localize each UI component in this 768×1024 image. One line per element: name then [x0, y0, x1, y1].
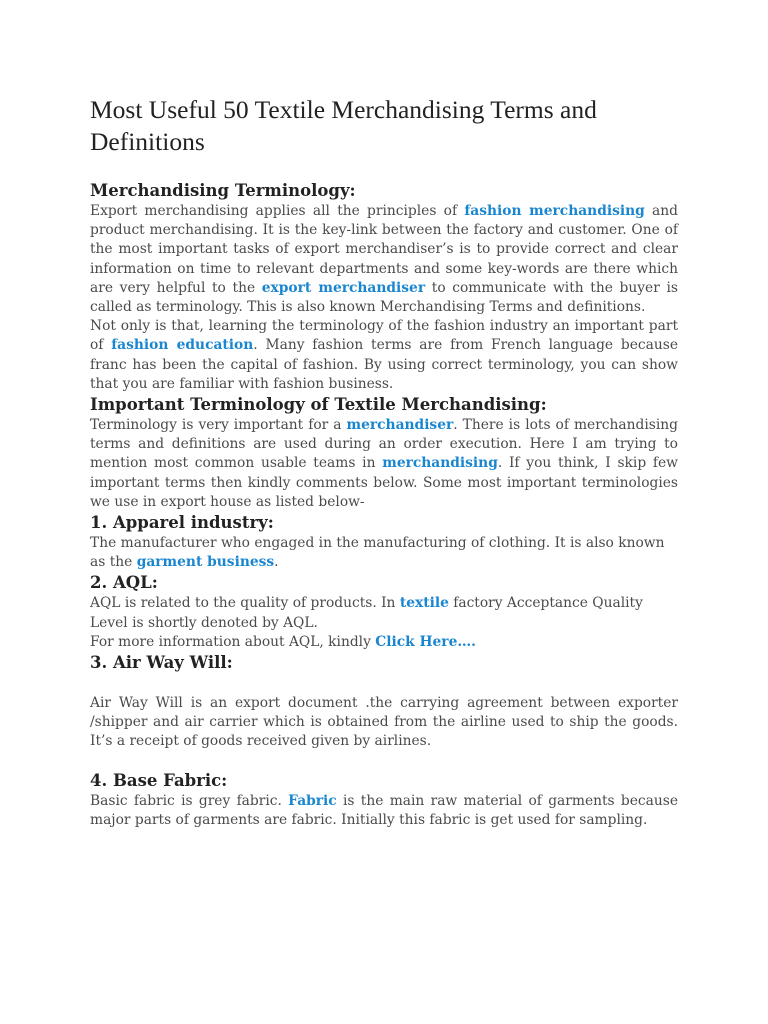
text: is the main raw material of garments because major parts of garments are fabric. Initially this fabric is get used for sampling. [90, 792, 678, 828]
heading-apparel-industry: 1. Apparel industry: [90, 513, 274, 533]
paragraph-export-merchandising [90, 202, 678, 317]
link-click-here[interactable]: Click Here…. [375, 633, 476, 650]
link-merchandiser[interactable]: merchandiser [346, 417, 454, 434]
spacer [90, 674, 678, 694]
paragraph-terminology-important [90, 416, 678, 512]
link-fashion-merchandising[interactable]: fashion merchandising [464, 203, 645, 219]
page-title: Most Useful 50 Textile Merchandising Terms and Definitions [90, 95, 597, 156]
text: For more information about AQL, kindly [90, 633, 376, 650]
text: to communicate with the buyer is called as terminology. This is also known Merchandising Terms and definitions. [90, 279, 678, 316]
link-garment-business[interactable]: garment business [136, 554, 275, 571]
paragraph-fashion-education [90, 317, 678, 394]
paragraph-air-way-will: Air Way Will is an export document .the carrying agreement between exporter /shipper and air carrier which is obtained from the airline used to ship the goods. It’s a receipt of goods received given by airlines. [90, 695, 678, 750]
paragraph-aql-more-info [90, 633, 678, 652]
link-textile[interactable]: textile [399, 595, 449, 612]
text: . Many fashion terms are from French language because franc has been the capital of fashion. By using correct terminology, you can show that you are familiar with fashion business. [90, 337, 678, 392]
heading-air-way-will: 3. Air Way Will: [90, 653, 233, 673]
text: factory Acceptance Quality Level is shortly denoted by AQL. [90, 595, 643, 631]
heading-base-fabric: 4. Base Fabric: [90, 770, 228, 790]
text: Not only is that, learning the terminology of the fashion industry an important part of [90, 318, 678, 354]
heading-merchandising-terminology: Merchandising Terminology: [90, 181, 356, 200]
text: . There is lots of merchandising terms and definitions are used during an order execution. Here I am trying to mention most common usable teams in [90, 417, 678, 472]
link-export-merchandiser[interactable]: export merchandiser [261, 279, 426, 296]
text: . [274, 554, 279, 571]
text: Terminology is very important for a [90, 417, 347, 434]
paragraph-base-fabric [90, 792, 678, 830]
text: AQL is related to the quality of products. In [90, 595, 400, 612]
paragraph-apparel-industry [90, 534, 678, 572]
text: The manufacturer who engaged in the manufacturing of clothing. It is also known as the [90, 535, 665, 571]
text: Basic fabric is grey fabric. [90, 792, 289, 809]
heading-aql: 2. AQL: [90, 573, 158, 593]
link-merchandising[interactable]: merchandising [382, 455, 498, 472]
text: and product merchandising. It is the key-link between the factory and customer. One of the most important tasks of export merchandiser’s is to provide correct and clear information on time to relevant departments and some key-words are there which are very helpful to the [90, 203, 678, 296]
paragraph-aql [90, 594, 678, 632]
heading-important-terminology: Important Terminology of Textile Merchandising: [90, 395, 547, 415]
text: Export merchandising applies all the principles of [90, 203, 465, 219]
spacer [90, 752, 678, 770]
link-fabric[interactable]: Fabric [288, 792, 337, 809]
link-fashion-education[interactable]: fashion education [111, 337, 254, 354]
text: . If you think, I skip few important terms then kindly comments below. Some most important terminologies we use in export house as listed below- [90, 455, 678, 510]
